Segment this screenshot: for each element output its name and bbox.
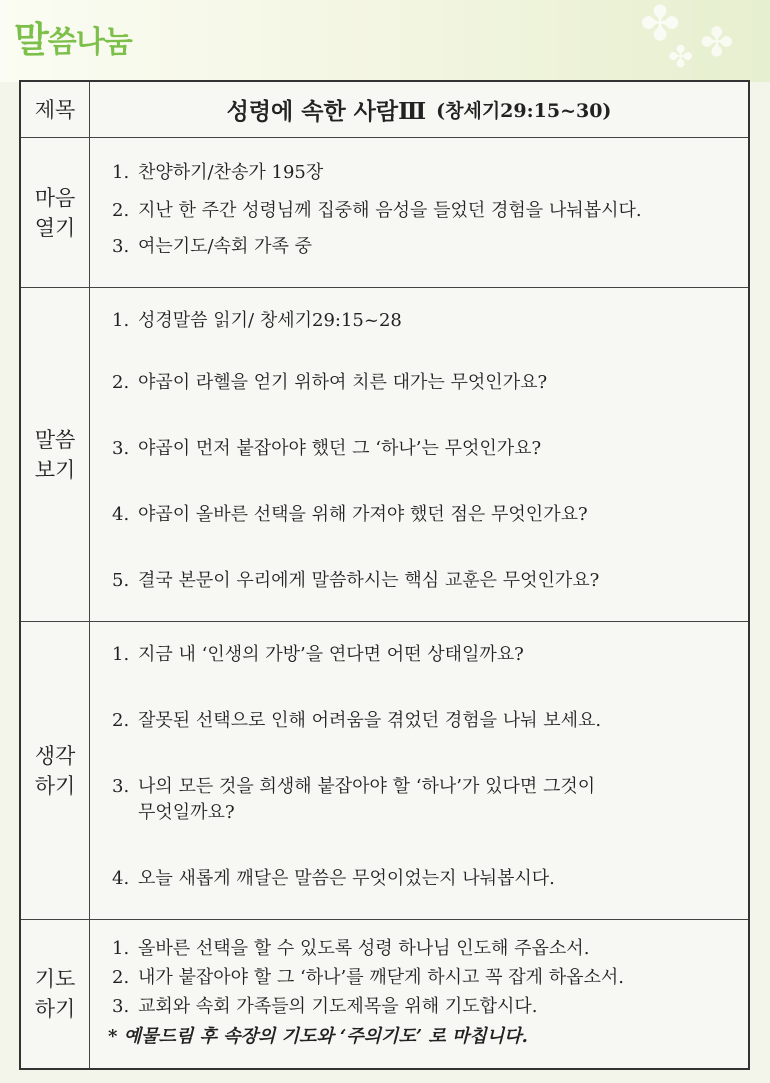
section-prayer xyxy=(21,920,748,1068)
clover-decoration-icon: ✤ xyxy=(668,40,694,75)
brand-part2: 씀나눔 xyxy=(47,25,132,60)
section-label: 기도 하기 xyxy=(21,920,90,1068)
list-item: 2. 야곱이 라헬을 얻기 위하여 치른 대가는 무엇인가요? xyxy=(112,372,548,393)
brand-part1: 말 xyxy=(14,20,48,61)
section-label: 생각 하기 xyxy=(21,622,90,919)
section-content xyxy=(90,288,748,621)
list-item: 4. 야곱이 올바른 선택을 위해 가져야 했던 점은 무엇인가요? xyxy=(112,504,588,525)
section-content xyxy=(90,920,748,1068)
list-item: 4. 오늘 새롭게 깨달은 말씀은 무엇이었는지 나눠봅시다. xyxy=(112,868,555,889)
section-reflect xyxy=(21,622,748,920)
title-row xyxy=(21,82,748,138)
title-cell xyxy=(90,82,748,137)
list-item: 3. 교회와 속회 가족들의 기도제목을 위해 기도합시다. xyxy=(112,996,538,1017)
section-label: 마음 열기 xyxy=(21,138,90,287)
page-title: 성령에 속한 사람Ⅲ xyxy=(226,98,427,125)
section-content xyxy=(90,138,748,287)
worksheet-table xyxy=(19,80,750,1070)
clover-decoration-icon: ✤ xyxy=(700,20,734,66)
list-item: 3. 여는기도/속회 가족 중 xyxy=(112,236,312,257)
list-item: 2. 지난 한 주간 성령님께 집중해 음성을 들었던 경험을 나눠봅시다. xyxy=(112,200,642,221)
list-item: 1. 찬양하기/찬송가 195장 xyxy=(112,162,324,183)
clover-decoration-icon: ✤ xyxy=(640,0,681,52)
list-item: 5. 결국 본문이 우리에게 말씀하시는 핵심 교훈은 무엇인가요? xyxy=(112,570,600,591)
list-item: 1. 올바른 선택을 할 수 있도록 성령 하나님 인도해 주옵소서. xyxy=(112,938,590,959)
list-item: 3. 야곱이 먼저 붙잡아야 했던 그 ‘하나’는 무엇인가요? xyxy=(112,438,542,459)
section-label: 말씀 보기 xyxy=(21,288,90,621)
list-item: 2. 내가 붙잡아야 할 그 ‘하나’를 깨닫게 하시고 꼭 잡게 하옵소서. xyxy=(112,967,624,988)
section-open-heart xyxy=(21,138,748,288)
brand-logo xyxy=(14,12,132,63)
section-read-word xyxy=(21,288,748,622)
closing-note: * 예물드림 후 속장의 기도와 ‘주의기도’ 로 마칩니다. xyxy=(108,1026,528,1047)
list-item: 2. 잘못된 선택으로 인해 어려움을 겪었던 경험을 나눠 보세요. xyxy=(112,710,602,731)
list-item: 3. 나의 모든 것을 희생해 붙잡아야 할 ‘하나’가 있다면 그것이 무엇일까요? xyxy=(112,776,596,823)
list-item: 1. 성경말씀 읽기/ 창세기29:15~28 xyxy=(112,310,402,331)
scripture-reference: (창세기29:15~30) xyxy=(436,100,612,122)
section-content xyxy=(90,622,748,919)
list-item: 1. 지금 내 ‘인생의 가방’을 연다면 어떤 상태일까요? xyxy=(112,644,524,665)
title-label: 제목 xyxy=(21,82,90,137)
